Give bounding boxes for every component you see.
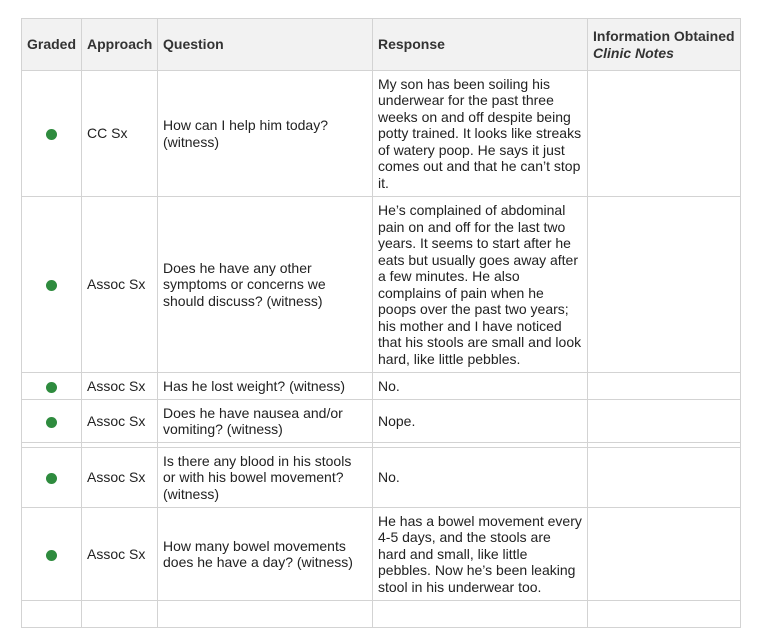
graded-cell xyxy=(22,448,82,508)
approach-cell: Assoc Sx xyxy=(82,197,158,373)
response-cell xyxy=(373,601,588,628)
header-response: Response xyxy=(373,19,588,71)
question-cell: How can I help him today? (witness) xyxy=(158,71,373,197)
info-cell xyxy=(588,71,741,197)
info-cell xyxy=(588,373,741,400)
history-questions-table xyxy=(21,18,741,628)
question-cell xyxy=(158,601,373,628)
graded-cell xyxy=(22,601,82,628)
graded-cell xyxy=(22,373,82,400)
approach-cell: Assoc Sx xyxy=(82,400,158,443)
question-cell: Does he have nausea and/or vomiting? (witness) xyxy=(158,400,373,443)
header-info-italic: Clinic Notes xyxy=(593,44,674,61)
graded-dot-icon xyxy=(46,129,57,140)
header-info-prefix: Information Obtained xyxy=(593,28,735,44)
graded-dot-icon xyxy=(46,417,57,428)
header-information-obtained xyxy=(588,19,741,71)
approach-cell: CC Sx xyxy=(82,71,158,197)
graded-dot-icon xyxy=(46,382,57,393)
approach-cell xyxy=(82,601,158,628)
table-row xyxy=(22,400,741,443)
info-cell xyxy=(588,508,741,601)
question-cell: Is there any blood in his stools or with his bowel movement? (witness) xyxy=(158,448,373,508)
response-cell: No. xyxy=(373,448,588,508)
response-cell: He has a bowel movement every 4-5 days, and the stools are hard and small, like little pebbles. Now he’s been leaking stool in his underwear too. xyxy=(373,508,588,601)
header-graded: Graded xyxy=(22,19,82,71)
graded-dot-icon xyxy=(46,280,57,291)
graded-cell xyxy=(22,197,82,373)
approach-cell: Assoc Sx xyxy=(82,373,158,400)
response-cell: No. xyxy=(373,373,588,400)
table-row xyxy=(22,373,741,400)
table-row xyxy=(22,508,741,601)
info-cell xyxy=(588,400,741,443)
question-cell: How many bowel movements does he have a day? (witness) xyxy=(158,508,373,601)
approach-cell: Assoc Sx xyxy=(82,448,158,508)
table-row xyxy=(22,197,741,373)
info-cell xyxy=(588,197,741,373)
response-cell: He’s complained of abdominal pain on and off for the last two years. It seems to start after he eats but usually goes away after a few minutes. He also complains of pain when he poops over the past two years; his mother and I have noticed that his stools are small and look hard, like little pebbles. xyxy=(373,197,588,373)
graded-cell xyxy=(22,400,82,443)
history-table-container xyxy=(21,18,740,628)
question-cell: Has he lost weight? (witness) xyxy=(158,373,373,400)
header-approach: Approach xyxy=(82,19,158,71)
table-row xyxy=(22,601,741,628)
table-row xyxy=(22,448,741,508)
table-row xyxy=(22,71,741,197)
graded-cell xyxy=(22,71,82,197)
header-question: Question xyxy=(158,19,373,71)
graded-dot-icon xyxy=(46,550,57,561)
graded-cell xyxy=(22,508,82,601)
info-cell xyxy=(588,448,741,508)
table-header-row xyxy=(22,19,741,71)
approach-cell: Assoc Sx xyxy=(82,508,158,601)
response-cell: Nope. xyxy=(373,400,588,443)
graded-dot-icon xyxy=(46,473,57,484)
question-cell: Does he have any other symptoms or concerns we should discuss? (witness) xyxy=(158,197,373,373)
info-cell xyxy=(588,601,741,628)
response-cell: My son has been soiling his underwear for the past three weeks on and off despite being potty trained. It looks like streaks of watery poop. He says it just comes out and that he can’t stop it. xyxy=(373,71,588,197)
